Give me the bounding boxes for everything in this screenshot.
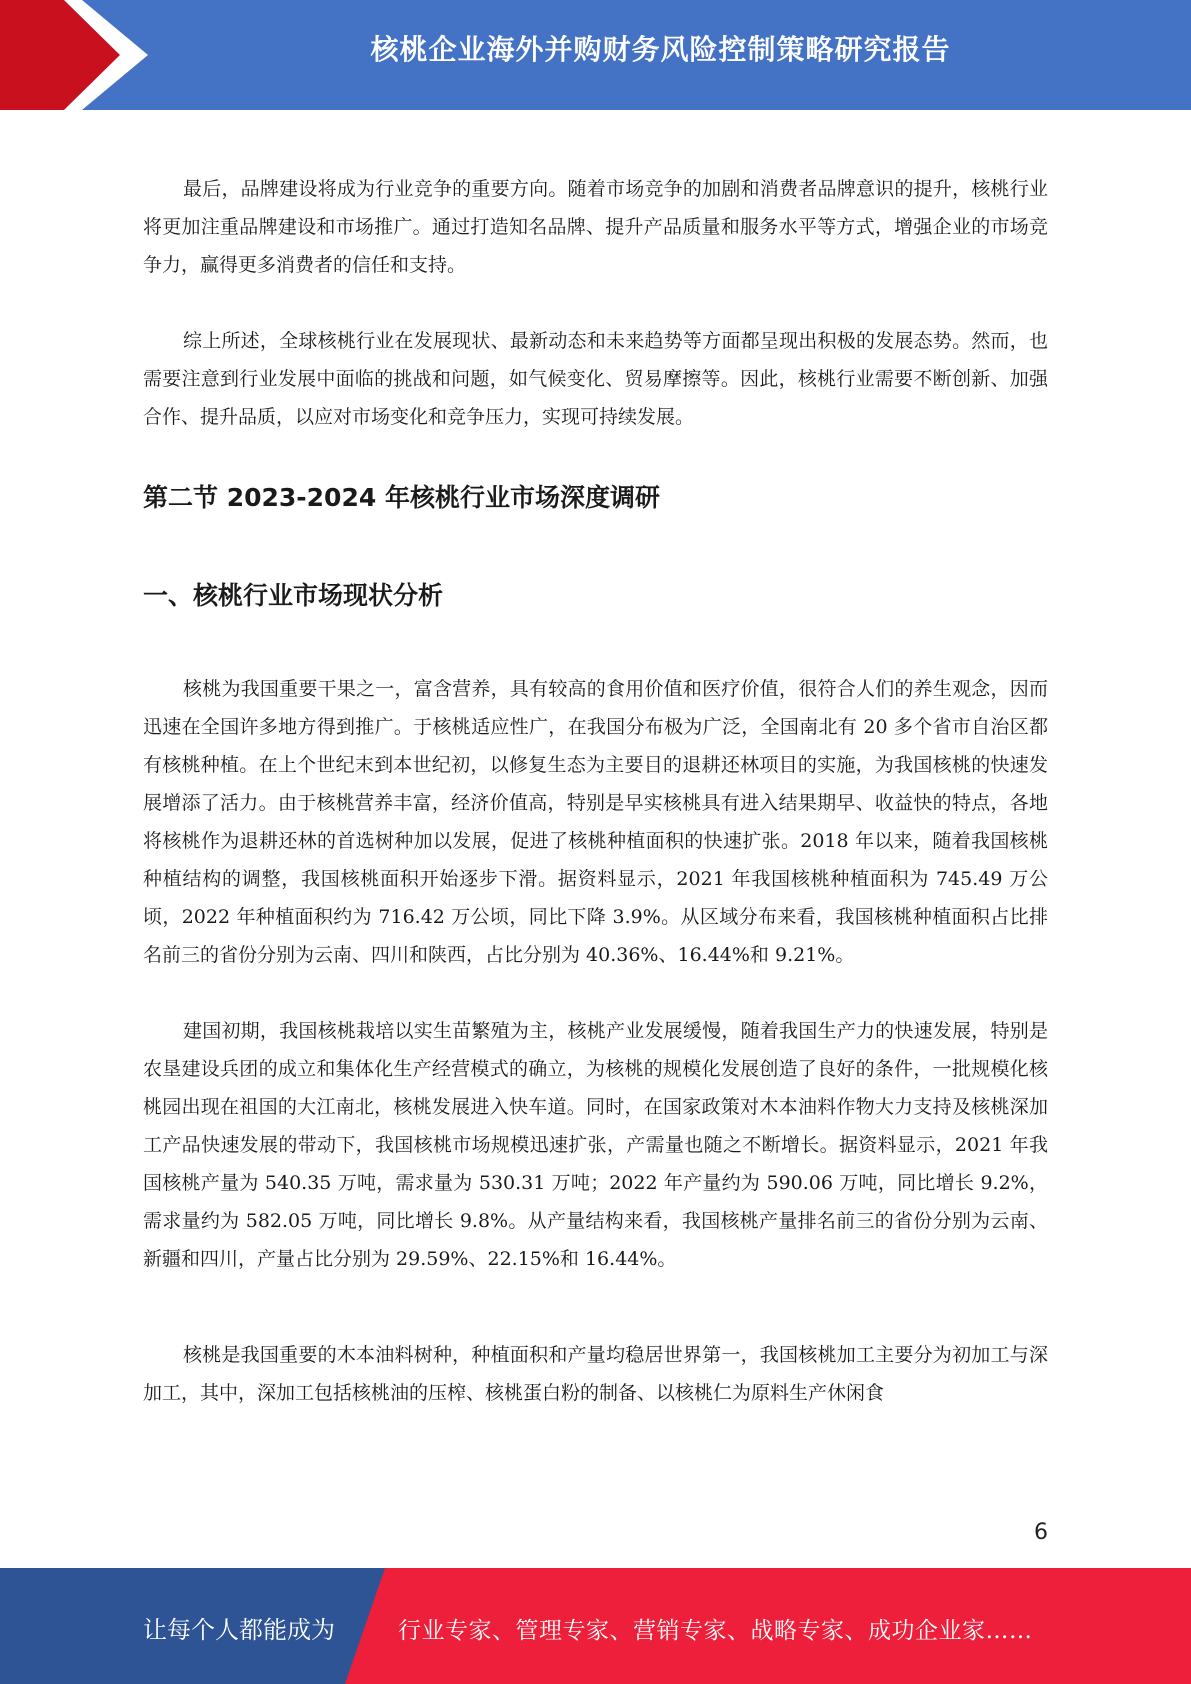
page-footer [0,1568,1191,1684]
report-title: 核桃企业海外并购财务风险控制策略研究报告 [370,33,951,66]
page-number: 6 [1034,1520,1048,1545]
paragraph-summary: 综上所述，全球核桃行业在发展现状、最新动态和未来趋势等方面都呈现出积极的发展态势。然而，也需要注意到行业发展中面临的挑战和问题，如气候变化、贸易摩擦等。因此，核桃行业需要不断创新、加强合作、提升品质，以应对市场变化和竞争压力，实现可持续发展。 [143,330,1048,428]
page-content [143,170,1048,1412]
paragraph-processing: 核桃是我国重要的木本油料树种，种植面积和产量均稳居世界第一，我国核桃加工主要分为初加工与深加工，其中，深加工包括核桃油的压榨、核桃蛋白粉的制备、以核桃仁为原料生产休闲食 [143,1344,1048,1404]
footer-slogan-right: 行业专家、管理专家、营销专家、战略专家、成功企业家…… [398,1618,1033,1644]
section-heading: 第二节 2023-2024 年核桃行业市场深度调研 [143,483,660,512]
paragraph-production: 建国初期，我国核桃栽培以实生苗繁殖为主，核桃产业发展缓慢，随着我国生产力的快速发展，特别是农垦建设兵团的成立和集体化生产经营模式的确立，为核桃的规模化发展创造了良好的条件，一批规模化核桃园出现在祖国的大江南北，核桃发展进入快车道。同时，在国家政策对木本油料作物大力支持及核桃深加工产品快速发展的带动下，我国核桃市场规模迅速扩张，产需量也随之不断增长。据资料显示，2021 年我国核桃产量为 540.35 万吨，需求量为 530.31 万吨；2022 年产量约为 590.06 万吨，同比增长 9.2%，需求量约为 582.05 万吨，同比增长 9.8%。从产量结构来看，我国核桃产量排名前三的省份分别为云南、新疆和四川，产量占比分别为 29.59%、22.15%和 16.44%。 [143,1020,1048,1270]
subsection-heading: 一、核桃行业市场现状分析 [143,581,444,610]
paragraph-brand-building: 最后，品牌建设将成为行业竞争的重要方向。随着市场竞争的加剧和消费者品牌意识的提升，核桃行业将更加注重品牌建设和市场推广。通过打造知名品牌、提升产品质量和服务水平等方式，增强企业的市场竞争力，赢得更多消费者的信任和支持。 [143,178,1048,276]
footer-slogan-left: 让每个人都能成为 [143,1616,335,1644]
paragraph-planting-area: 核桃为我国重要干果之一，富含营养，具有较高的食用价值和医疗价值，很符合人们的养生观念，因而迅速在全国许多地方得到推广。于核桃适应性广，在我国分布极为广泛，全国南北有 20 多个省市自治区都有核桃种植。在上个世纪末到本世纪初，以修复生态为主要目的退耕还林项目的实施，为我国核桃的快速发展增添了活力。由于核桃营养丰富，经济价值高，特别是早实核桃具有进入结果期早、收益快的特点，各地将核桃作为退耕还林的首选树种加以发展，促进了核桃种植面积的快速扩张。2018 年以来，随着我国核桃种植结构的调整，我国核桃面积开始逐步下滑。据资料显示，2021 年我国核桃种植面积为 745.49 万公顷，2022 年种植面积约为 716.42 万公顷，同比下降 3.9%。从区域分布来看，我国核桃种植面积占比排名前三的省份分别为云南、四川和陕西，占比分别为 40.36%、16.44%和 9.21%。 [143,678,1048,966]
page-header [0,0,1191,110]
